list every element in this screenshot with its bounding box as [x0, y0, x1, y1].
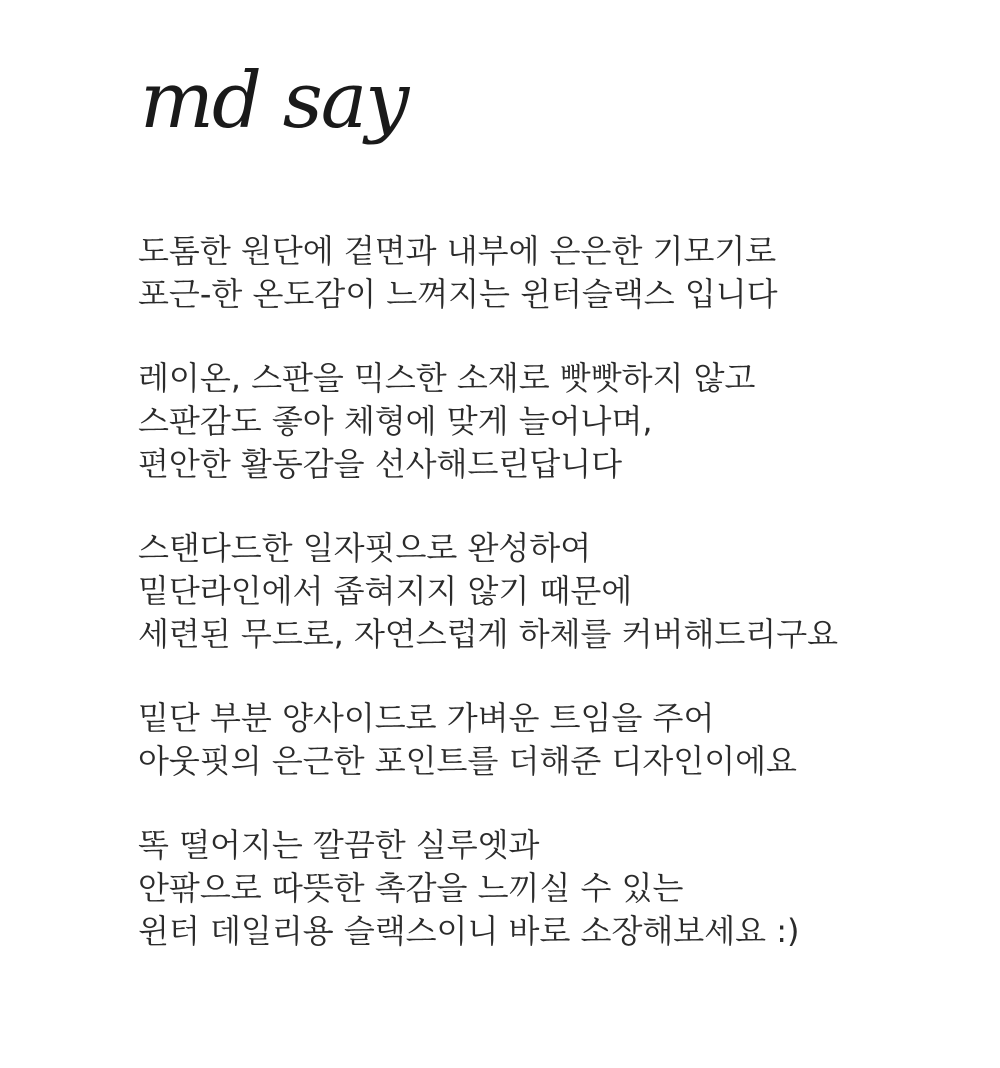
text-line: 안팎으로 따뜻한 촉감을 느끼실 수 있는 — [138, 869, 684, 907]
text-line: 스판감도 좋아 체형에 맞게 늘어나며, — [138, 402, 653, 440]
paragraph-slit — [138, 697, 958, 783]
text-line: 밑단 부분 양사이드로 가벼운 트임을 주어 — [138, 699, 715, 737]
text-line: 스탠다드한 일자핏으로 완성하여 — [138, 529, 592, 567]
text-line: 레이온, 스판을 믹스한 소재로 빳빳하지 않고 — [138, 359, 756, 397]
text-line: 도톰한 원단에 겉면과 내부에 은은한 기모기로 — [138, 232, 777, 270]
paragraph-fit — [138, 527, 958, 656]
text-line: 밑단라인에서 좁혀지지 않기 때문에 — [138, 572, 633, 610]
text-line: 편안한 활동감을 선사해드린답니다 — [138, 445, 623, 483]
text-line: 윈터 데일리용 슬랙스이니 바로 소장해보세요 :) — [138, 912, 800, 950]
text-line: 포근-한 온도감이 느껴지는 윈터슬랙스 입니다 — [138, 275, 778, 313]
md-say-heading: md say — [140, 56, 408, 146]
text-line: 아웃핏의 은근한 포인트를 더해준 디자인이에요 — [138, 742, 797, 780]
description-body — [138, 230, 958, 953]
paragraph-stretch — [138, 357, 958, 486]
text-line: 똑 떨어지는 깔끔한 실루엣과 — [138, 826, 540, 864]
text-line: 세련된 무드로, 자연스럽게 하체를 커버해드리구요 — [138, 615, 839, 653]
paragraph-closing — [138, 824, 958, 953]
paragraph-fabric — [138, 230, 958, 316]
